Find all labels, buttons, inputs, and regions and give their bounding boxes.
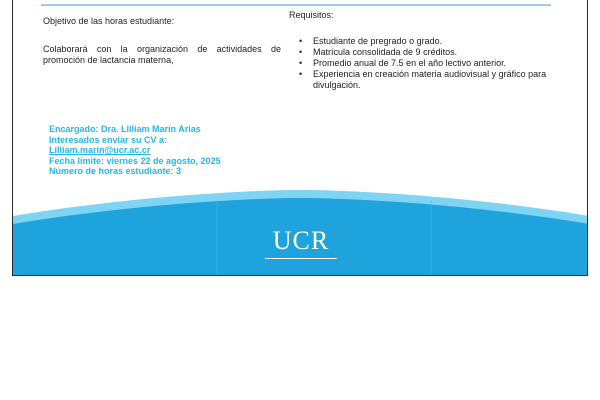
email-link[interactable]: Lilliam.marin@ucr.ac.cr xyxy=(49,145,151,155)
ucr-logo: UCR xyxy=(272,226,330,255)
objective-text: Colaborará con la organización de actividades de promoción de lactancia materna, xyxy=(43,44,281,65)
requirement-item: • Matrícula consolidada de 9 créditos. xyxy=(305,47,565,58)
objective-heading: Objetivo de las horas estudiante: xyxy=(43,16,175,26)
hours-text: Número de horas estudiante: 3 xyxy=(49,166,182,176)
contact-block xyxy=(49,124,221,177)
requirements-heading: Requisitos: xyxy=(289,10,334,20)
send-cv-text: Interesados enviar su CV a: xyxy=(49,134,168,145)
deadline-text: Fecha límite: viernes 22 de agosto, 2025 xyxy=(49,155,221,166)
logo-underline xyxy=(265,258,337,259)
top-divider xyxy=(41,4,551,6)
requirement-item: • Estudiante de pregrado o grado. xyxy=(305,36,565,47)
requirements-list xyxy=(305,36,565,91)
requirement-item: • Experiencia en creación materia audiovisual y gráfico para divulgación. xyxy=(305,69,565,91)
poster xyxy=(12,0,588,276)
requirement-item: • Promedio anual de 7.5 en el año lectivo anterior. xyxy=(305,58,565,69)
manager-text: Encargado: Dra. Lilliam Marín Arias xyxy=(49,124,201,134)
